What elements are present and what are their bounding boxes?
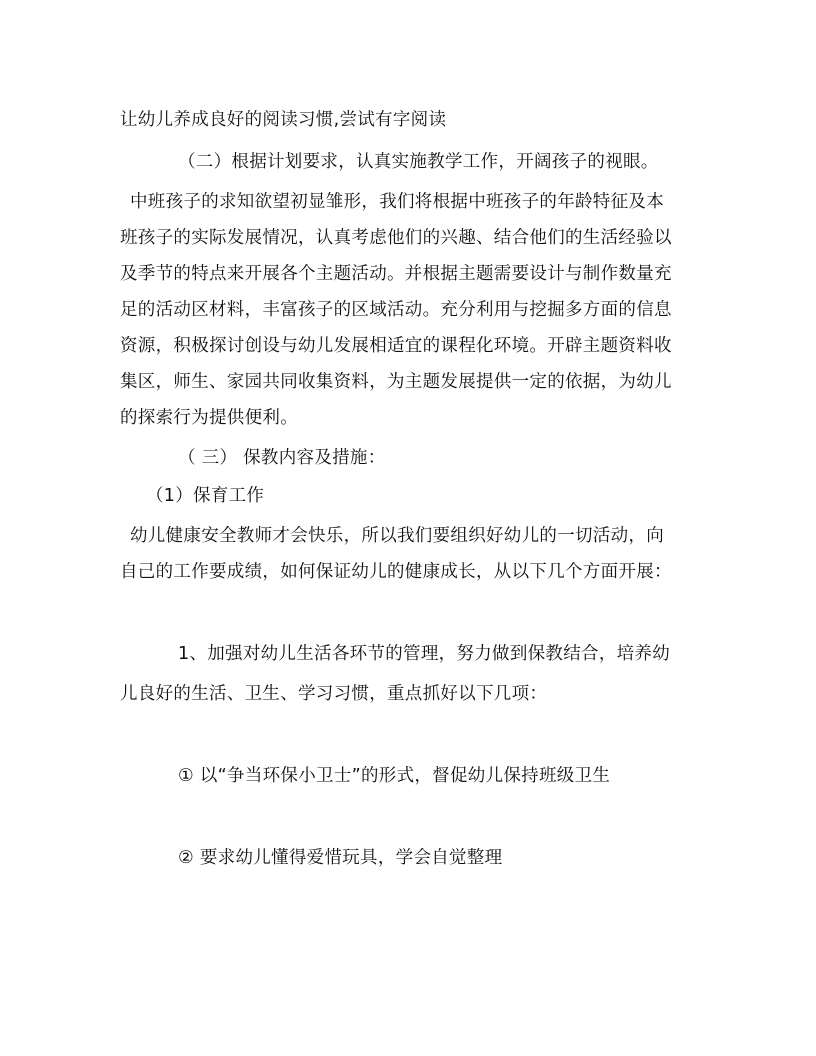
- list-item-line: 儿良好的生活、卫生、学习习惯，重点抓好以下几项：: [120, 684, 548, 704]
- paragraph-line: 中班孩子的求知欲望初显雏形，我们将根据中班孩子的年龄特征及本: [130, 192, 664, 212]
- paragraph-line: 班孩子的实际发展情况，认真考虑他们的兴趣、结合他们的生活经验以: [120, 228, 672, 248]
- paragraph-line: 自己的工作要成绩，如何保证幼儿的健康成长，从以下几个方面开展：: [120, 562, 672, 582]
- text-line: 让幼儿养成良好的阅读习惯,尝试有字阅读: [120, 110, 447, 130]
- list-item-line: 1、加强对幼儿生活各环节的管理，努力做到保教结合，培养幼: [178, 644, 671, 664]
- paragraph-line: 资源，积极探讨创设与幼儿发展相适宜的课程化环境。开辟主题资料收: [120, 336, 672, 356]
- numbered-point: ② 要求幼儿懂得爱惜玩具，学会自觉整理: [178, 848, 503, 868]
- paragraph-line: 的探索行为提供便利。: [120, 408, 298, 428]
- numbered-point: ① 以“争当环保小卫士”的形式，督促幼儿保持班级卫生: [178, 766, 611, 786]
- subsection-heading: （1）保育工作: [146, 486, 265, 506]
- section-heading: （ 三） 保教内容及措施：: [178, 448, 386, 468]
- paragraph-line: 集区，师生、家园共同收集资料，为主题发展提供一定的依据，为幼儿: [120, 372, 672, 392]
- section-heading: （二）根据计划要求，认真实施教学工作，开阔孩子的视眼。: [178, 152, 659, 172]
- paragraph-line: 幼儿健康安全教师才会快乐，所以我们要组织好幼儿的一切活动，向: [130, 526, 664, 546]
- paragraph-line: 足的活动区材料，丰富孩子的区域活动。充分利用与挖掘多方面的信息: [120, 300, 672, 320]
- paragraph-line: 及季节的特点来开展各个主题活动。并根据主题需要设计与制作数量充: [120, 264, 672, 284]
